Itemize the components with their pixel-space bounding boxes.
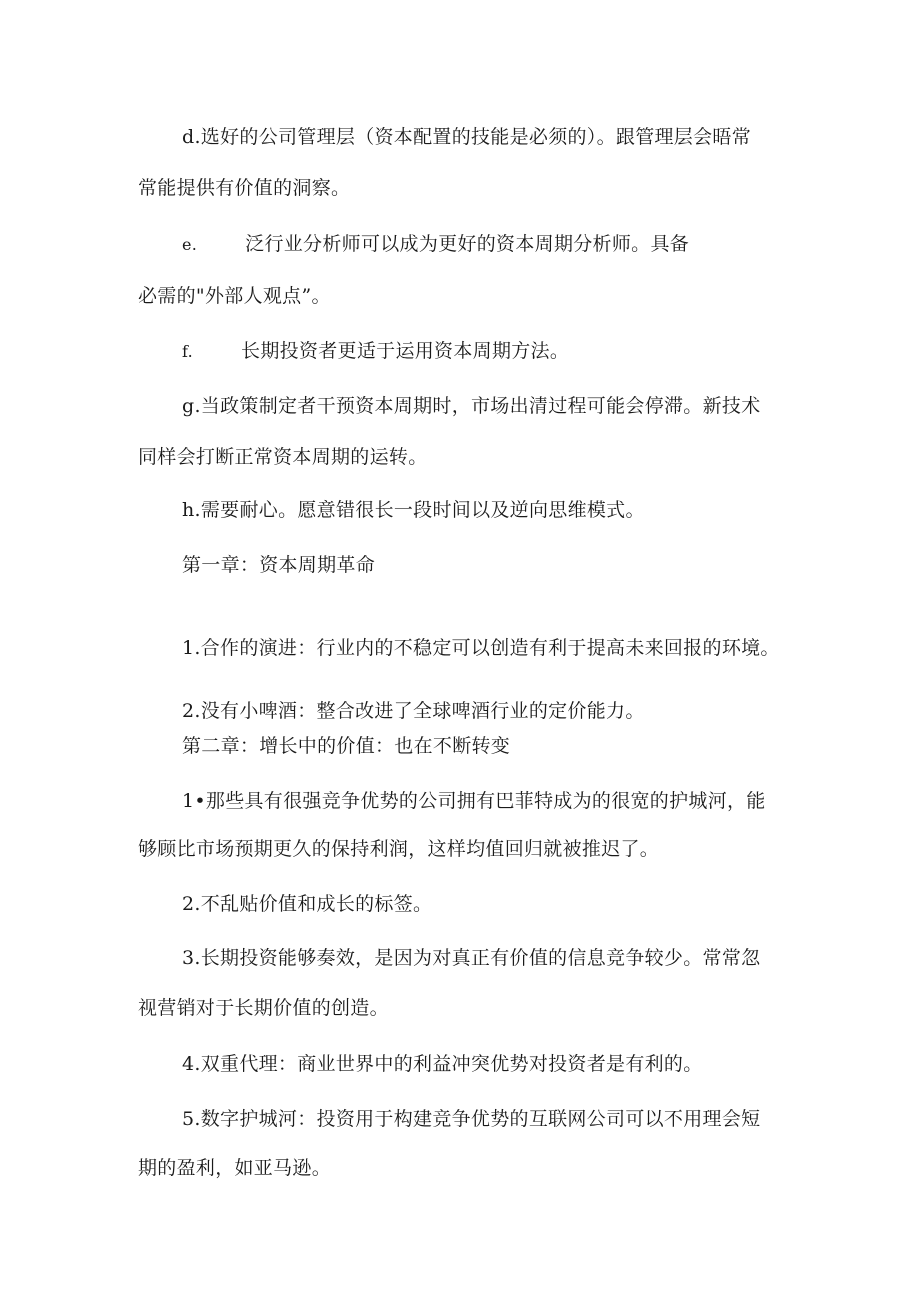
paragraph-f-marker: f.: [182, 342, 194, 361]
paragraph-e-marker: e.: [182, 235, 198, 254]
chapter-2-item-1-line-1: 1•那些具有很强竞争优势的公司拥有巴菲特成为的很宽的护城河，能: [182, 790, 766, 812]
chapter-2-heading: 第二章：增长中的价值：也在不断转变: [182, 735, 511, 757]
chapter-1-item-2: 2.没有小啤酒：整合改进了全球啤酒行业的定价能力。: [182, 700, 645, 722]
chapter-2-item-3-line-2: 视营销对于长期价值的创造。: [138, 997, 389, 1019]
paragraph-g-line-2: 同样会打断正常资本周期的运转。: [138, 446, 428, 468]
paragraph-e-line-2: 必需的"外部人观点”。: [138, 285, 331, 307]
chapter-1-item-1: 1.合作的演进：行业内的不稳定可以创造有利于提高未来回报的环境。: [182, 637, 780, 659]
paragraph-e-text: 泛行业分析师可以成为更好的资本周期分析师。具备: [245, 233, 690, 255]
chapter-2-item-2: 2.不乱贴价值和成长的标签。: [182, 893, 433, 915]
paragraph-d-line-1: d.选好的公司管理层（资本配置的技能是必须的）。跟管理层会晤常: [182, 126, 752, 148]
chapter-2-item-5-line-2: 期的盈利，如亚马逊。: [138, 1157, 332, 1179]
chapter-2-item-5-line-1: 5.数字护城河：投资用于构建竞争优势的互联网公司可以不用理会短: [182, 1108, 761, 1130]
paragraph-d-line-2: 常能提供有价值的洞察。: [138, 177, 351, 199]
paragraph-f-line-1: [182, 339, 569, 364]
paragraph-h-line-1: h.需要耐心。愿意错很长一段时间以及逆向思维模式。: [182, 499, 645, 521]
chapter-2-item-3-line-1: 3.长期投资能够奏效，是因为对真正有价值的信息竞争较少。常常忽: [182, 947, 761, 969]
paragraph-e-line-1: [182, 232, 689, 257]
paragraph-f-text: 长期投资者更适于运用资本周期方法。: [241, 340, 570, 362]
chapter-2-item-4: 4.双重代理：商业世界中的利益冲突优势对投资者是有利的。: [182, 1053, 703, 1075]
chapter-1-heading: 第一章：资本周期革命: [182, 554, 376, 576]
paragraph-g-line-1: g.当政策制定者干预资本周期时，市场出清过程可能会停滞。新技术: [182, 395, 761, 417]
chapter-2-item-1-line-2: 够顾比市场预期更久的保持利润，这样均值回归就被推迟了。: [138, 838, 660, 860]
